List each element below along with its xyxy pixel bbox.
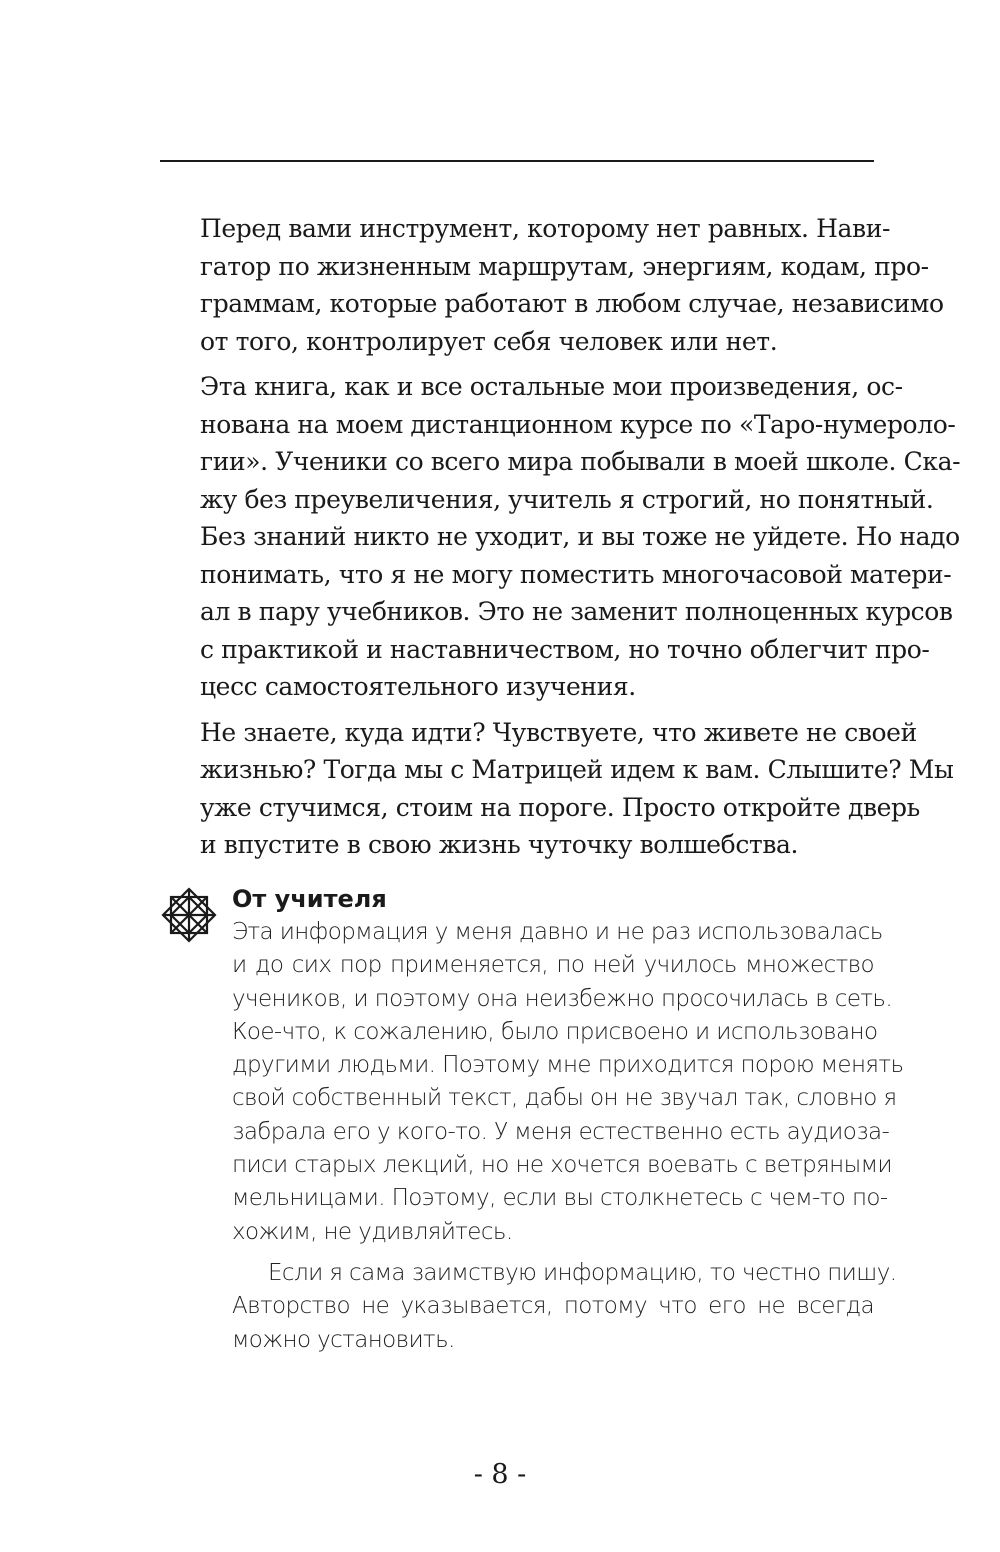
note-line: Эта информация у меня давно и не раз использовалась xyxy=(232,919,883,945)
text-line: и впустите в свою жизнь чуточку волшебства. xyxy=(200,830,799,859)
text-line: жизнью? Тогда мы с Матрицей идем к вам. Слышите? Мы xyxy=(200,755,954,784)
note-line: Кое-что, к сожалению, было присвоено и использовано xyxy=(232,1018,878,1045)
text-line: граммам, которые работают в любом случае, независимо xyxy=(200,289,944,318)
octagram-star-icon xyxy=(160,886,218,944)
header-rule xyxy=(160,160,874,162)
note-heading: От учителя xyxy=(232,885,387,913)
text-line: уже стучимся, стоим на пороге. Просто откройте дверь xyxy=(200,792,920,822)
note-line: и до сих пор применяется, по ней училось множество xyxy=(232,952,874,979)
note-line: писи старых лекций, но не хочется воевать с ветряными xyxy=(232,1152,892,1179)
text-line: нована на моем дистанционном курсе по «Таро-нумероло- xyxy=(200,409,956,439)
text-line: гии». Ученики со всего мира побывали в моей школе. Ска- xyxy=(200,447,961,476)
paragraph xyxy=(160,368,961,706)
teacher-note xyxy=(232,882,904,1357)
note-line: забрала его у кого-то. У меня естественно есть аудиоза- xyxy=(232,1118,890,1145)
note-line: хожим, не удивляйтесь. xyxy=(232,1218,513,1245)
text-line: ал в пару учебников. Это не заменит полноценных курсов xyxy=(200,597,953,626)
note-paragraph xyxy=(232,916,904,1249)
note-line: Если я сама заимствую информацию, то честно пишу. xyxy=(268,1259,897,1286)
note-line: учеников, и поэтому она неизбежно просочилась в сеть. xyxy=(232,985,893,1012)
text-line: гатор по жизненным маршрутам, энергиям, кодам, про- xyxy=(200,251,929,281)
text-line: с практикой и наставничеством, но точно облегчит про- xyxy=(200,634,930,664)
note-line: мельницами. Поэтому, если вы столкнетесь с чем-то по- xyxy=(232,1185,888,1212)
paragraph xyxy=(160,210,944,360)
text-line: понимать, что я не могу поместить многочасовой матери- xyxy=(200,559,952,589)
text-line: Эта книга, как и все остальные мои произведения, ос- xyxy=(200,372,903,401)
text-line: Без знаний никто не уходит, и вы тоже не уйдете. Но надо xyxy=(200,522,960,551)
note-line: свой собственный текст, дабы он не звучал так, словно я xyxy=(232,1085,897,1112)
note-body xyxy=(232,916,904,1357)
text-line: цесс самостоятельного изучения. xyxy=(200,672,636,701)
note-line: можно установить. xyxy=(232,1326,455,1353)
main-text xyxy=(160,210,961,864)
paragraph xyxy=(160,714,954,864)
text-line: от того, контролирует себя человек или нет. xyxy=(200,326,778,356)
note-line: другими людьми. Поэтому мне приходится порою менять xyxy=(232,1052,904,1079)
note-paragraph xyxy=(232,1257,897,1357)
note-line: Авторство не указывается, потому что его не всегда xyxy=(232,1293,874,1320)
text-line: жу без преувеличения, учитель я строгий, но понятный. xyxy=(200,484,934,514)
page-number: - 8 - xyxy=(473,1459,527,1490)
text-line: Не знаете, куда идти? Чувствуете, что живете не своей xyxy=(200,717,917,747)
text-line: Перед вами инструмент, которому нет равных. Нави- xyxy=(200,214,891,243)
